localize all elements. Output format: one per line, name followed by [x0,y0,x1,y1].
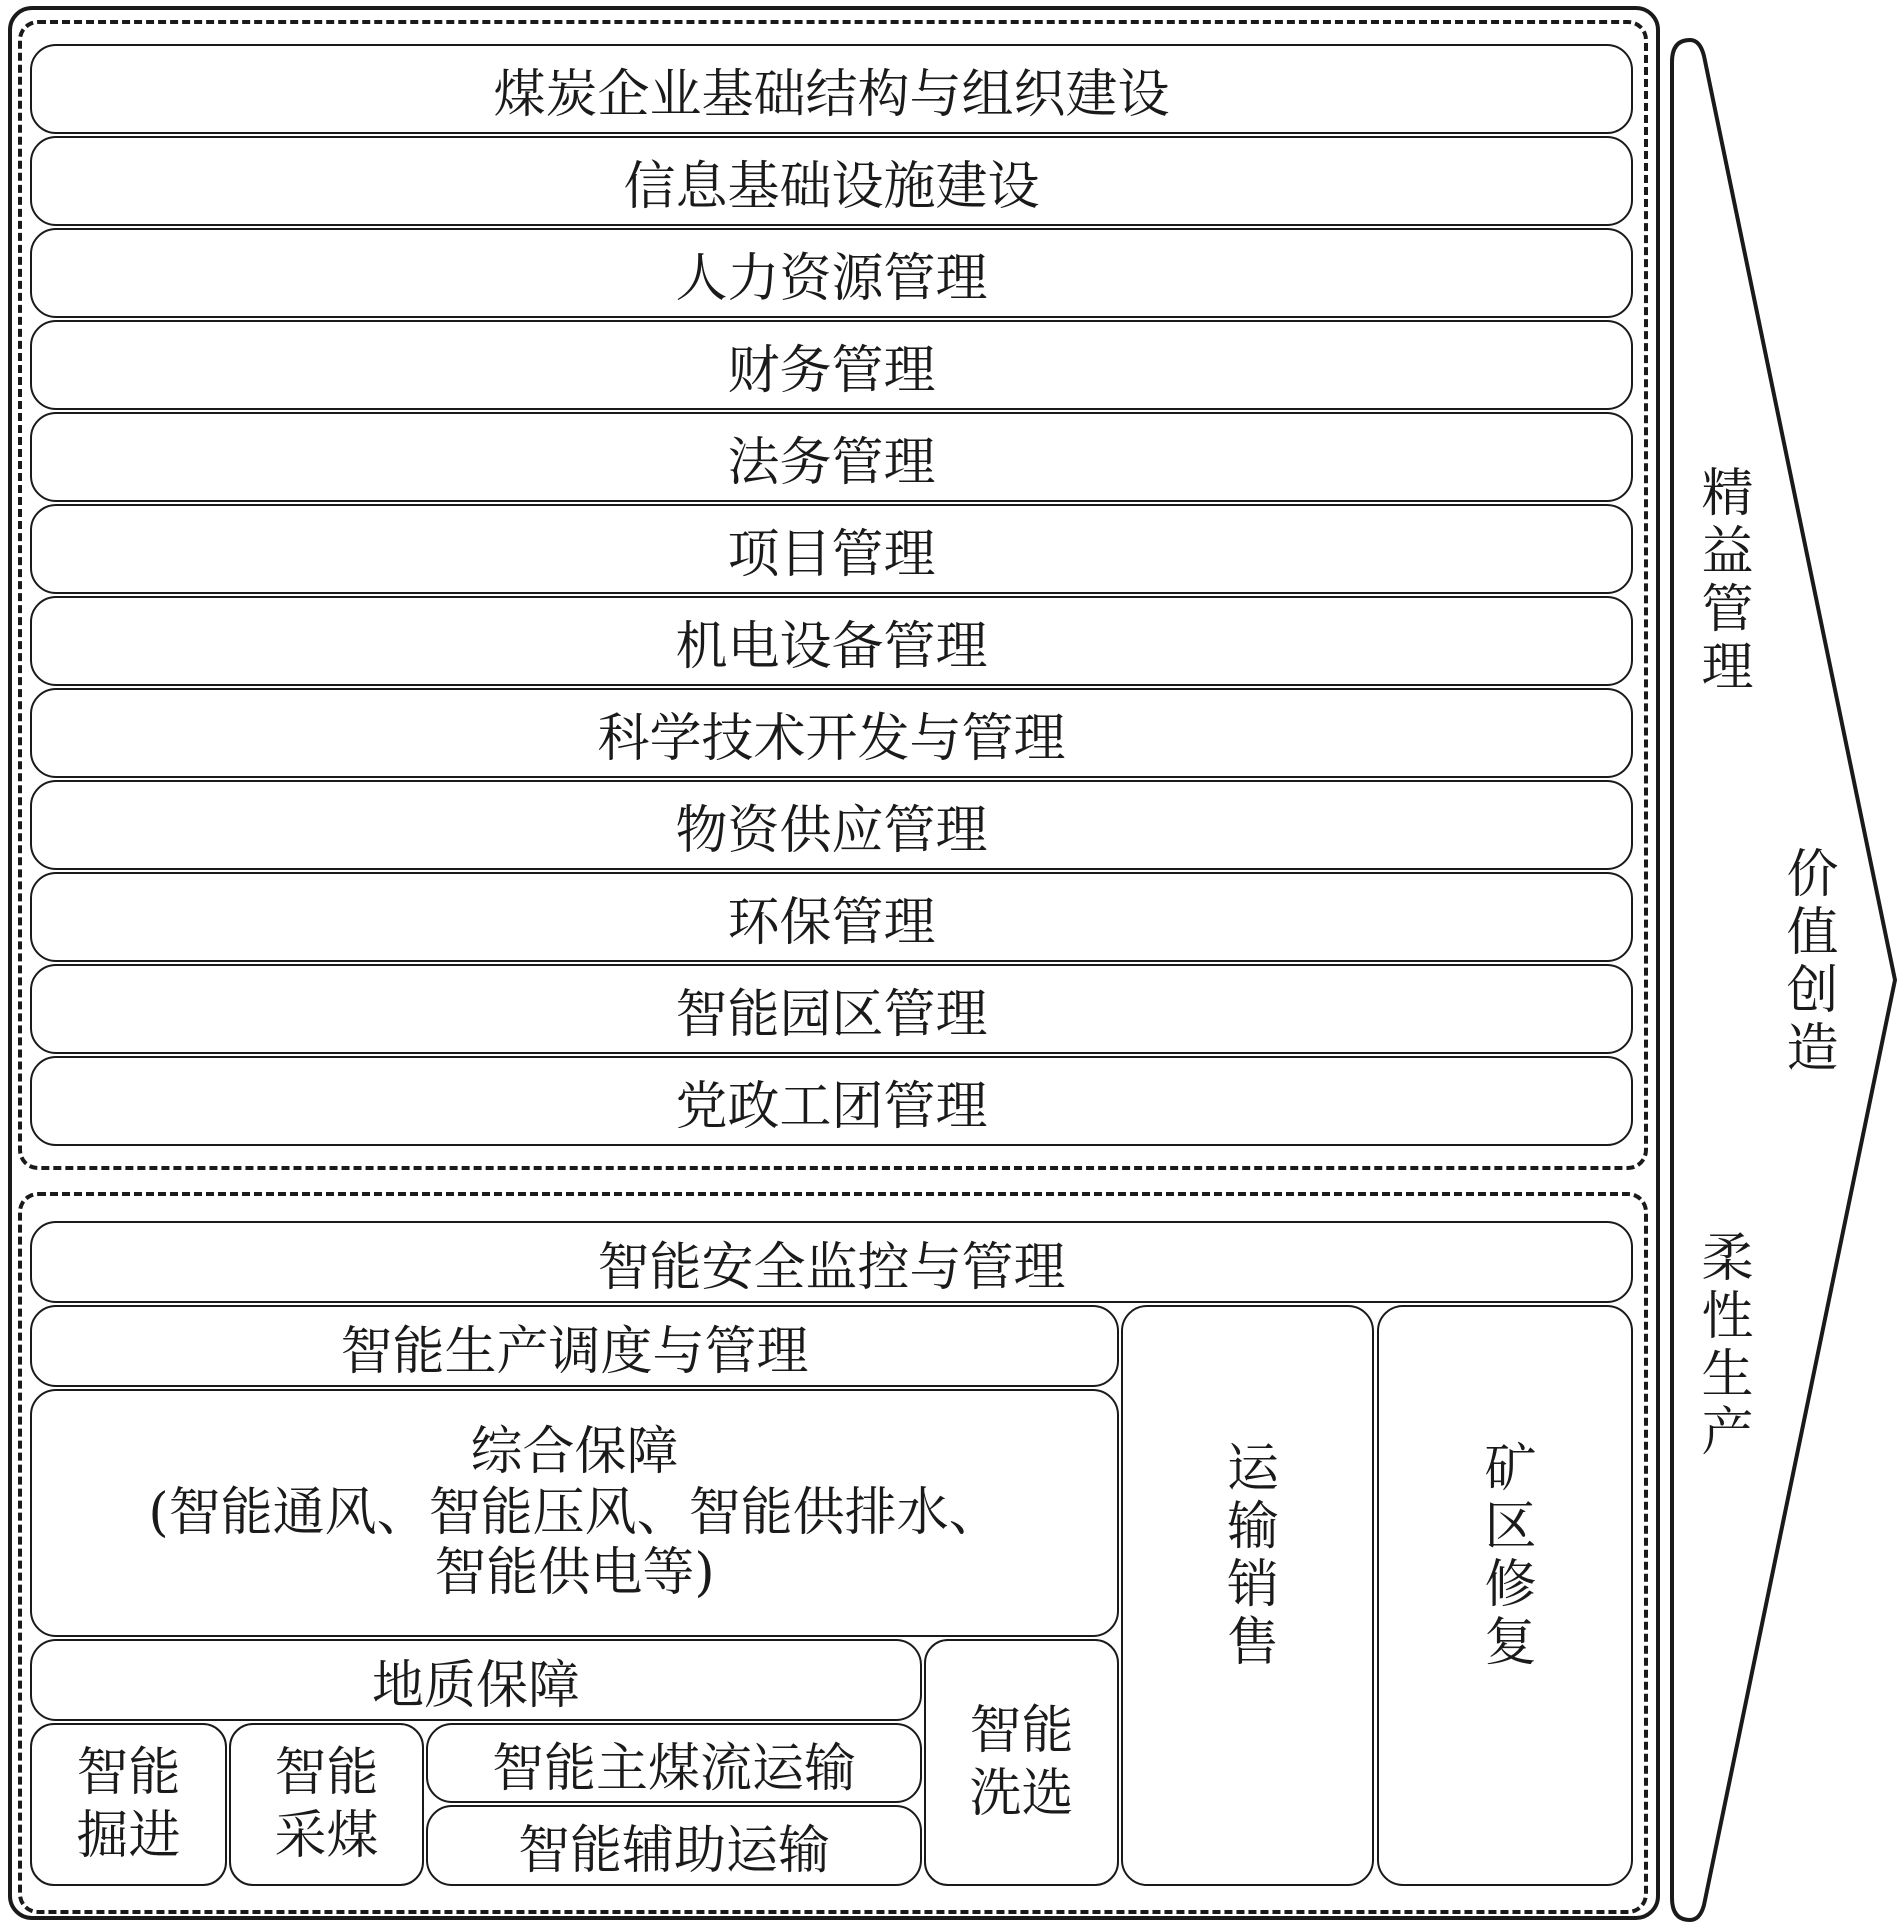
transport-sales-box [1121,1305,1374,1886]
dispatch-label: 智能生产调度与管理 [340,1321,809,1382]
management-item [30,44,1633,134]
mining-box [229,1723,424,1886]
washing-box [924,1639,1119,1886]
support-line-2: (智能通风、智能压风、智能供排水、 [148,1482,1001,1543]
management-item [30,596,1633,686]
management-item-label: 信息基础设施建设 [623,156,1040,217]
management-item [30,1056,1633,1146]
mine-restoration-box [1377,1305,1633,1886]
management-item [30,872,1633,962]
support-title: 综合保障 [470,1421,679,1482]
safety-monitoring-box [30,1221,1633,1303]
management-item [30,688,1633,778]
dispatch-box [30,1305,1119,1387]
tunneling-box [30,1723,227,1886]
flexible-production-label: 柔性生产 [1692,1230,1752,1462]
value-creation-label: 价值创造 [1777,846,1837,1078]
transport-sales-label: 运输销售 [1217,1439,1278,1672]
main-coal-flow-label: 智能主煤流运输 [491,1738,856,1799]
management-item-label: 党政工团管理 [675,1076,988,1137]
management-item-label: 项目管理 [727,524,936,585]
management-item [30,412,1633,502]
management-item-label: 物资供应管理 [675,800,988,861]
geology-label: 地质保障 [371,1655,580,1716]
washing-label: 智能洗选 [969,1701,1074,1824]
comprehensive-support-box [30,1389,1119,1637]
management-item-label: 煤炭企业基础结构与组织建设 [493,64,1170,125]
management-item-label: 法务管理 [727,432,936,493]
tunneling-label: 智能掘进 [76,1743,181,1866]
management-item-label: 科学技术开发与管理 [597,708,1066,769]
management-item-label: 智能园区管理 [675,984,988,1045]
management-item [30,504,1633,594]
main-coal-flow-box [426,1723,922,1803]
management-item-label: 人力资源管理 [675,248,988,309]
management-item [30,320,1633,410]
safety-monitoring-label: 智能安全监控与管理 [597,1237,1066,1298]
support-line-3: 智能供电等) [434,1543,715,1604]
management-item [30,136,1633,226]
management-item [30,964,1633,1054]
aux-transport-box [426,1805,922,1886]
management-item-label: 机电设备管理 [675,616,988,677]
management-item [30,780,1633,870]
management-item-label: 财务管理 [727,340,936,401]
aux-transport-label: 智能辅助运输 [517,1821,830,1881]
management-item-label: 环保管理 [727,892,936,953]
geology-box [30,1639,922,1721]
mining-label: 智能采煤 [274,1743,379,1866]
management-item [30,228,1633,318]
mine-restoration-label: 矿区修复 [1475,1439,1535,1672]
lean-management-label: 精益管理 [1692,465,1752,697]
